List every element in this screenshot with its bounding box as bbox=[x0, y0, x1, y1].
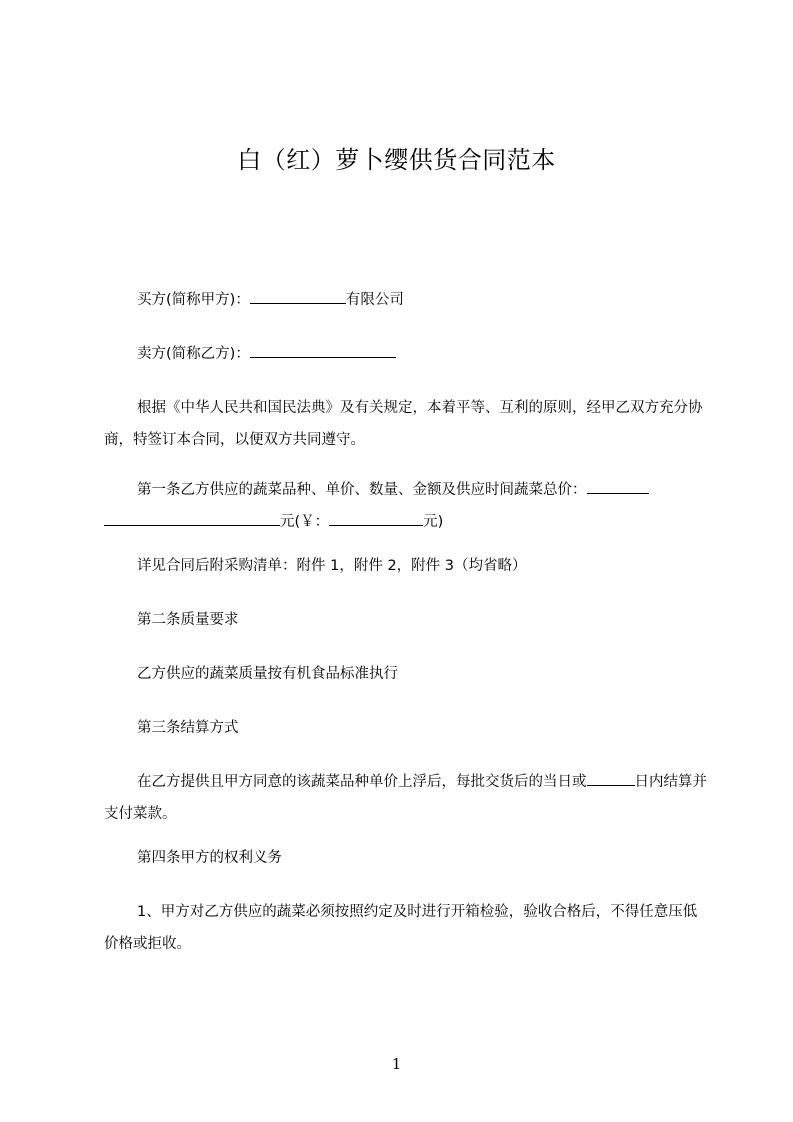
document-title: 白（红）萝卜缨供货合同范本 bbox=[237, 146, 556, 174]
article1-end: 元) bbox=[423, 514, 444, 530]
settlement-days-blank bbox=[587, 771, 635, 786]
article1-text: 第一条乙方供应的蔬菜品种、单价、数量、金额及供应时间蔬菜总价： bbox=[137, 482, 587, 498]
preamble-paragraph: 根据《中华人民共和国民法典》及有关规定，本着平等、互利的原则，经甲乙双方充分协商，特签订本合同，以便双方共同遵守。 bbox=[104, 400, 703, 448]
article4-item1: 1、甲方对乙方供应的蔬菜必须按照约定及时进行开箱检验，验收合格后，不得任意压低价格或拒收。 bbox=[104, 904, 698, 952]
article4-heading: 第四条甲方的权利义务 bbox=[137, 850, 282, 866]
buyer-suffix: 有限公司 bbox=[345, 292, 404, 308]
seller-name-blank bbox=[250, 343, 396, 358]
article2-heading: 第二条质量要求 bbox=[137, 612, 239, 628]
buyer-name-blank bbox=[250, 289, 346, 304]
seller-line bbox=[104, 338, 710, 370]
article2-text: 乙方供应的蔬菜质量按有机食品标准执行 bbox=[137, 666, 398, 682]
article3-paragraph bbox=[104, 766, 710, 830]
attachment-note: 详见合同后附采购清单：附件 1，附件 2，附件 3（均省略） bbox=[137, 558, 527, 574]
article3-heading: 第三条结算方式 bbox=[137, 720, 239, 736]
page-number: 1 bbox=[391, 1055, 402, 1073]
total-price-blank-2 bbox=[104, 511, 280, 526]
article3-text-a: 在乙方提供且甲方同意的该蔬菜品种单价上浮后，每批交货后的当日或 bbox=[137, 774, 587, 790]
total-price-blank-1 bbox=[587, 479, 649, 494]
buyer-label: 买方(简称甲方)： bbox=[137, 292, 250, 308]
seller-label: 卖方(简称乙方)： bbox=[137, 346, 250, 362]
buyer-line bbox=[104, 284, 710, 316]
total-price-number-blank bbox=[329, 511, 423, 526]
article1-yuan: 元(￥： bbox=[280, 514, 330, 530]
article3-text-b: 日内结算并支付菜款。 bbox=[104, 774, 707, 822]
article1-paragraph bbox=[104, 474, 710, 538]
